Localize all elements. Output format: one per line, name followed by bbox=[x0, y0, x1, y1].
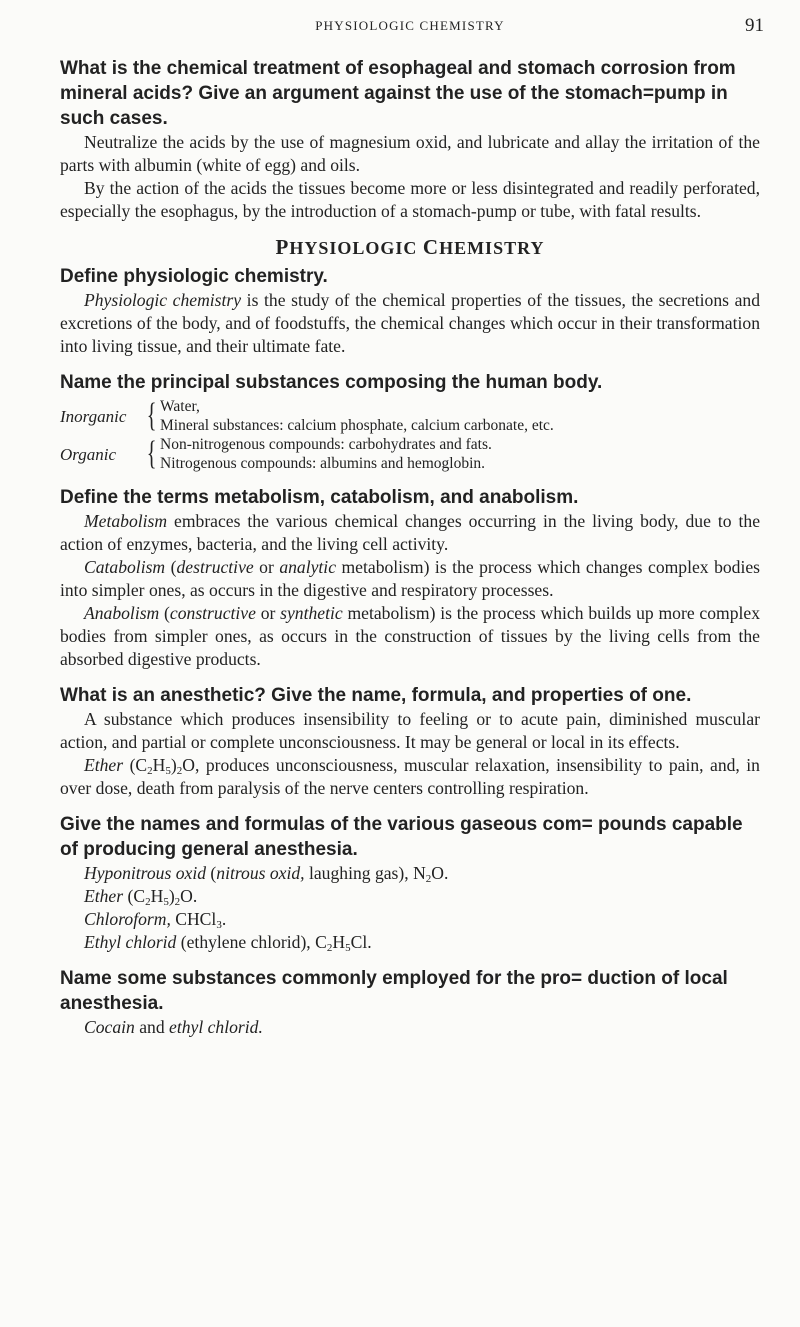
answer-paragraph: Cocain and ethyl chlorid. bbox=[84, 1017, 263, 1037]
brace-icon: { bbox=[146, 397, 157, 434]
question-heading: Name some substances commonly employed for the pro= duction of local anesthesia. bbox=[60, 968, 728, 1014]
running-head bbox=[60, 14, 764, 44]
formula-line: Hyponitrous oxid (nitrous oxid, laughing gas), $N_2O$. bbox=[84, 863, 449, 885]
answer-paragraph: Catabolism (destructive or analytic metabolism) is the process which changes complex bodies into simpler ones, as occurs in the digestive and respiratory processes. bbox=[60, 557, 761, 600]
question-block-anesthetic bbox=[60, 683, 760, 800]
answer-paragraph: A substance which produces insensibility to feeling or to acute pain, diminished muscular action, and partial or complete unconsciousness. It may be general or local in its effects. bbox=[60, 709, 760, 752]
question-block-substances bbox=[60, 370, 760, 473]
page-number: 91 bbox=[745, 15, 764, 36]
organic-label: Organic bbox=[60, 444, 117, 464]
question-block-corrosion bbox=[60, 56, 760, 223]
question-heading: Give the names and formulas of the various gaseous com= pounds capable of producing general anesthesia. bbox=[60, 814, 743, 860]
question-heading: Define the terms metabolism, catabolism, and anabolism. bbox=[60, 487, 579, 508]
question-heading: What is an anesthetic? Give the name, formula, and properties of one. bbox=[60, 685, 692, 706]
answer-paragraph: Physiologic chemistry is the study of the chemical properties of the tissues, the secretions and excretions of the body, and of foodstuffs, the chemical changes which occur in their transformation into living tissue, and their ultimate fate. bbox=[60, 290, 760, 356]
answer-paragraph: Neutralize the acids by the use of magnesium oxid, and lubricate and allay the irritation of the parts with albumin (white of egg) and oils. bbox=[60, 132, 760, 175]
question-block-gaseous bbox=[60, 812, 760, 954]
section-title: PHYSIOLOGIC CHEMISTRY bbox=[275, 235, 545, 259]
question-block-metabolism bbox=[60, 485, 760, 671]
answer-paragraph: Ether $(C_2H_5)_2O$, produces unconsciousness, muscular relaxation, insensibility to pain, and, in over dose, death from paralysis of the nerve centers controlling respiration. bbox=[60, 755, 760, 798]
question-block-local-anesthesia bbox=[60, 966, 760, 1039]
formula-line: Ether $(C_2H_5)_2O$. bbox=[84, 886, 198, 908]
inorganic-items: Water, Mineral substances: calcium phosphate, calcium carbonate, etc. bbox=[160, 398, 554, 434]
answer-paragraph: Anabolism (constructive or synthetic metabolism) is the process which builds up more complex bodies from simpler ones, as occurs in the construction of tissues by the living cells from the absorbed digestive products. bbox=[60, 603, 761, 669]
question-block-physiologic-chemistry bbox=[60, 264, 760, 358]
organic-items: Non-nitrogenous compounds: carbohydrates and fats. Nitrogenous compounds: albumins and hemoglobin. bbox=[160, 436, 492, 472]
question-heading: Define physiologic chemistry. bbox=[60, 266, 328, 287]
page bbox=[60, 14, 764, 1039]
formula-line: Chloroform, CHCl$_3$. bbox=[84, 909, 227, 931]
brace-icon: { bbox=[146, 435, 157, 472]
running-title: PHYSIOLOGIC CHEMISTRY bbox=[315, 18, 505, 33]
organic-row bbox=[60, 435, 760, 473]
answer-paragraph: Metabolism embraces the various chemical changes occurring in the living body, due to the action of enzymes, bacteria, and the living cell activity. bbox=[60, 511, 760, 554]
formula-line: Ethyl chlorid (ethylene chlorid), $C_2H_5Cl$. bbox=[84, 932, 372, 954]
answer-paragraph: By the action of the acids the tissues become more or less disintegrated and readily perforated, especially the esophagus, by the introduction of a stomach-pump or tube, with fatal results. bbox=[60, 178, 760, 221]
question-heading: What is the chemical treatment of esophageal and stomach corrosion from mineral acids? Give an argument against the use of the stomach=pump in such cases. bbox=[60, 58, 736, 129]
classification-table bbox=[60, 397, 760, 473]
inorganic-label: Inorganic bbox=[60, 406, 127, 426]
question-heading: Name the principal substances composing the human body. bbox=[60, 372, 603, 393]
inorganic-row bbox=[60, 397, 760, 435]
